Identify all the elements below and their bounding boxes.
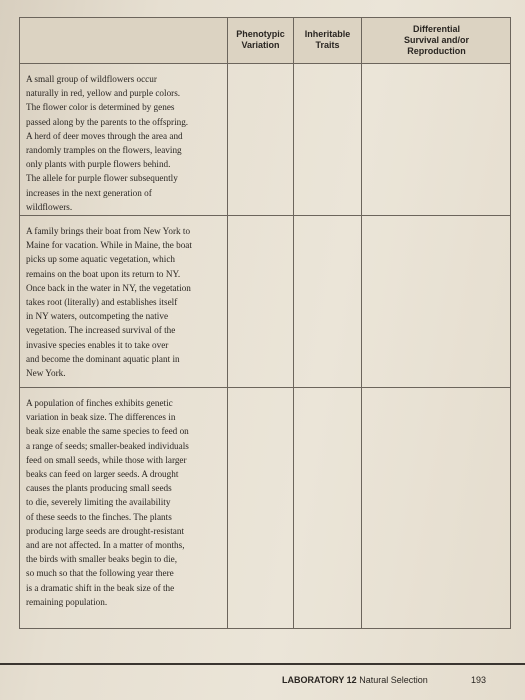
- scenario-cell: [20, 388, 228, 629]
- header-cell-differential-survival: [362, 18, 511, 63]
- scenario-finches-text: A population of finches exhibits genetic variation in beak size. The differences in beak size enable the same species to feed on a range of seeds; smaller-beaked individuals feed on small seeds, while those with larger beaks can feed on larger seeds. A drought causes the plants producing small seeds to die, severely limiting the availability of these seeds to the finches. The plants producing large seeds are drought-resistant and are not affected. In a matter of months, the birds with smaller beaks begin to die, so much so that the following year there is a dramatic shift in the beak size of the remaining population.: [26, 398, 189, 607]
- table-header-row: [20, 18, 510, 64]
- header-cell-scenario: [20, 18, 228, 63]
- inheritable-traits-answer-cell[interactable]: [294, 216, 362, 387]
- phenotypic-variation-answer-cell[interactable]: [228, 64, 294, 215]
- scenario-cell: [20, 64, 228, 215]
- phenotypic-variation-answer-cell[interactable]: [228, 216, 294, 387]
- table-row: [20, 216, 510, 388]
- page-number: 193: [471, 675, 487, 685]
- running-footer: [282, 675, 428, 685]
- phenotypic-variation-answer-cell[interactable]: [228, 388, 294, 629]
- differential-survival-answer-cell[interactable]: [362, 216, 511, 387]
- header-label-differential-survival: Differential Survival and/or Reproduction: [403, 24, 470, 56]
- header-cell-phenotypic-variation: [228, 18, 294, 63]
- scenario-wildflowers-text: A small group of wildflowers occur naturally in red, yellow and purple colors. The flower color is determined by genes passed along by the parents to the offspring. A herd of deer moves through the area and randomly tramples on the flowers, leaving only plants with purple flowers behind. The allele for purple flower subsequently increases in the next generation of wildflowers.: [26, 74, 189, 212]
- scenario-boat-vegetation-text: A family brings their boat from New York to Maine for vacation. While in Maine, the boat picks up some aquatic vegetation, which remains on the boat upon its return to NY. Once back in the water in NY, the vegetation takes root (literally) and establishes itself in NY waters, outcompeting the native vegetation. The increased survival of the invasive species enables it to take over and become the dominant aquatic plant in New York.: [26, 226, 192, 379]
- differential-survival-answer-cell[interactable]: [362, 388, 511, 629]
- table-row: [20, 64, 510, 216]
- inheritable-traits-answer-cell[interactable]: [294, 64, 362, 215]
- header-cell-inheritable-traits: [294, 18, 362, 63]
- scenario-cell: [20, 216, 228, 387]
- footer-lab-label: LABORATORY 12: [282, 675, 357, 685]
- footer-lab-title: Natural Selection: [359, 675, 428, 685]
- differential-survival-answer-cell[interactable]: [362, 64, 511, 215]
- natural-selection-table: [19, 17, 511, 629]
- header-label-phenotypic-variation: Phenotypic Variation: [236, 29, 285, 50]
- footer-rule: [0, 663, 525, 665]
- header-label-inheritable-traits: Inheritable Traits: [304, 29, 351, 50]
- inheritable-traits-answer-cell[interactable]: [294, 388, 362, 629]
- table-row: [20, 388, 510, 629]
